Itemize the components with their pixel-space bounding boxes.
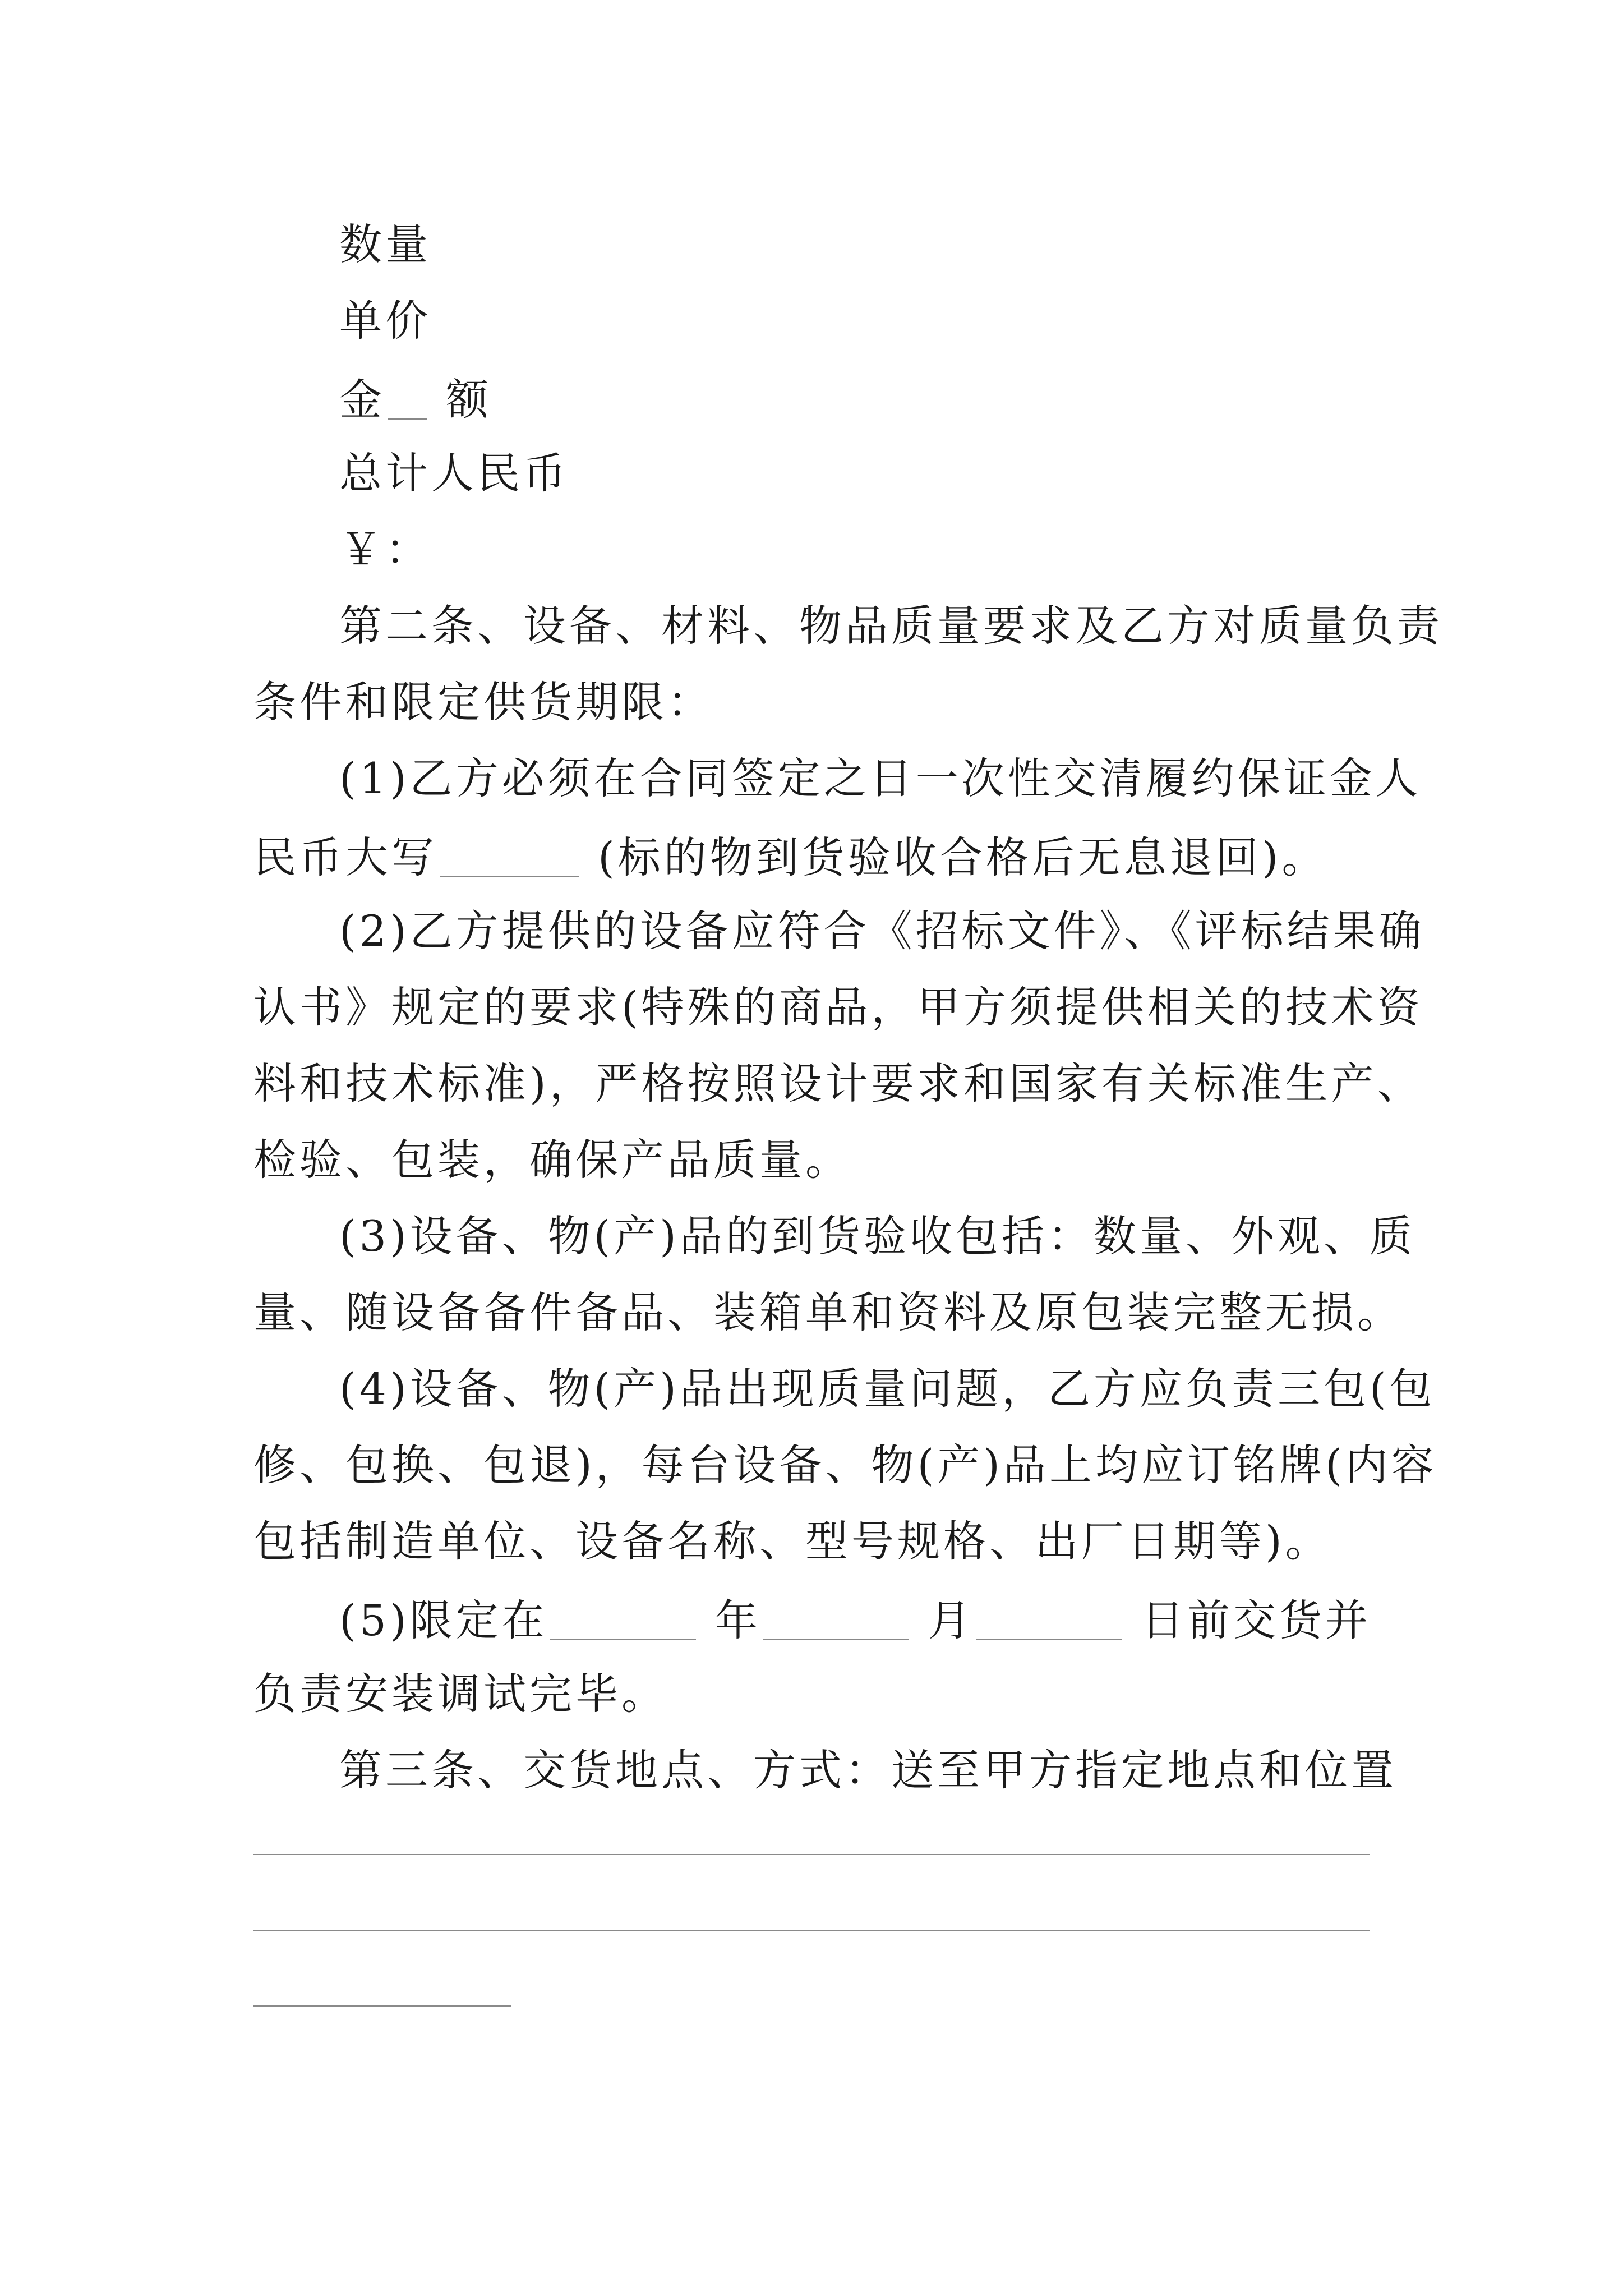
deposit-amount-blank (440, 834, 579, 877)
blank-fill-line-3 (253, 2005, 511, 2007)
clause-3-line-2: 量、随设备备件备品、装箱单和资料及原包装完整无损。 (253, 1287, 1403, 1337)
article-2-heading: 第二条、设备、材料、物品质量要求及乙方对质量负责 (339, 601, 1443, 651)
blank-fill-line-1 (253, 1854, 1370, 1855)
clause-4-line-1: (4)设备、物(产)品出现质量问题，乙方应负责三包(包 (339, 1364, 1436, 1414)
clause-4-line-3: 包括制造单位、设备名称、型号规格、出厂日期等)。 (253, 1516, 1331, 1566)
clause-2-line-4: 检验、包装，确保产品质量。 (253, 1135, 851, 1185)
clause-2-line-2: 认书》规定的要求(特殊的商品，甲方须提供相关的技术资 (253, 982, 1423, 1032)
clause-4-line-2: 修、包换、包退)，每台设备、物(产)品上均应订铭牌(内容 (253, 1440, 1437, 1490)
label-yen: ￥： (339, 524, 431, 574)
clause-2-line-1: (2)乙方提供的设备应符合《招标文件》、《评标结果确 (339, 906, 1425, 956)
label-quantity: 数量 (339, 219, 431, 269)
label-amount: 金 额 (339, 374, 492, 425)
clause-1-line-2: 民币大写 (标的物到货验收合格后无息退回)。 (253, 832, 1328, 882)
article-3-heading: 第三条、交货地点、方式：送至甲方指定地点和位置 (339, 1745, 1397, 1795)
clause-1-line-1: (1)乙方必须在合同签定之日一次性交清履约保证金人 (339, 753, 1422, 803)
month-blank (763, 1596, 909, 1640)
label-unit-price: 单价 (339, 296, 431, 346)
clause-2-line-3: 料和技术标准)，严格按照设计要求和国家有关标准生产、 (253, 1059, 1423, 1108)
article-2-heading-cont: 条件和限定供货期限： (253, 677, 713, 727)
amount-blank (388, 376, 427, 420)
year-blank (550, 1596, 696, 1640)
clause-3-line-1: (3)设备、物(产)品的到货验收包括：数量、外观、质 (339, 1211, 1415, 1261)
clause-5-line-1: (5)限定在 年 月 日前交货并 (339, 1595, 1372, 1645)
clause-5-line-2: 负责安装调试完毕。 (253, 1669, 667, 1719)
day-blank (976, 1596, 1122, 1640)
blank-fill-line-2 (253, 1930, 1370, 1931)
label-total-rmb: 总计人民币 (339, 448, 569, 498)
